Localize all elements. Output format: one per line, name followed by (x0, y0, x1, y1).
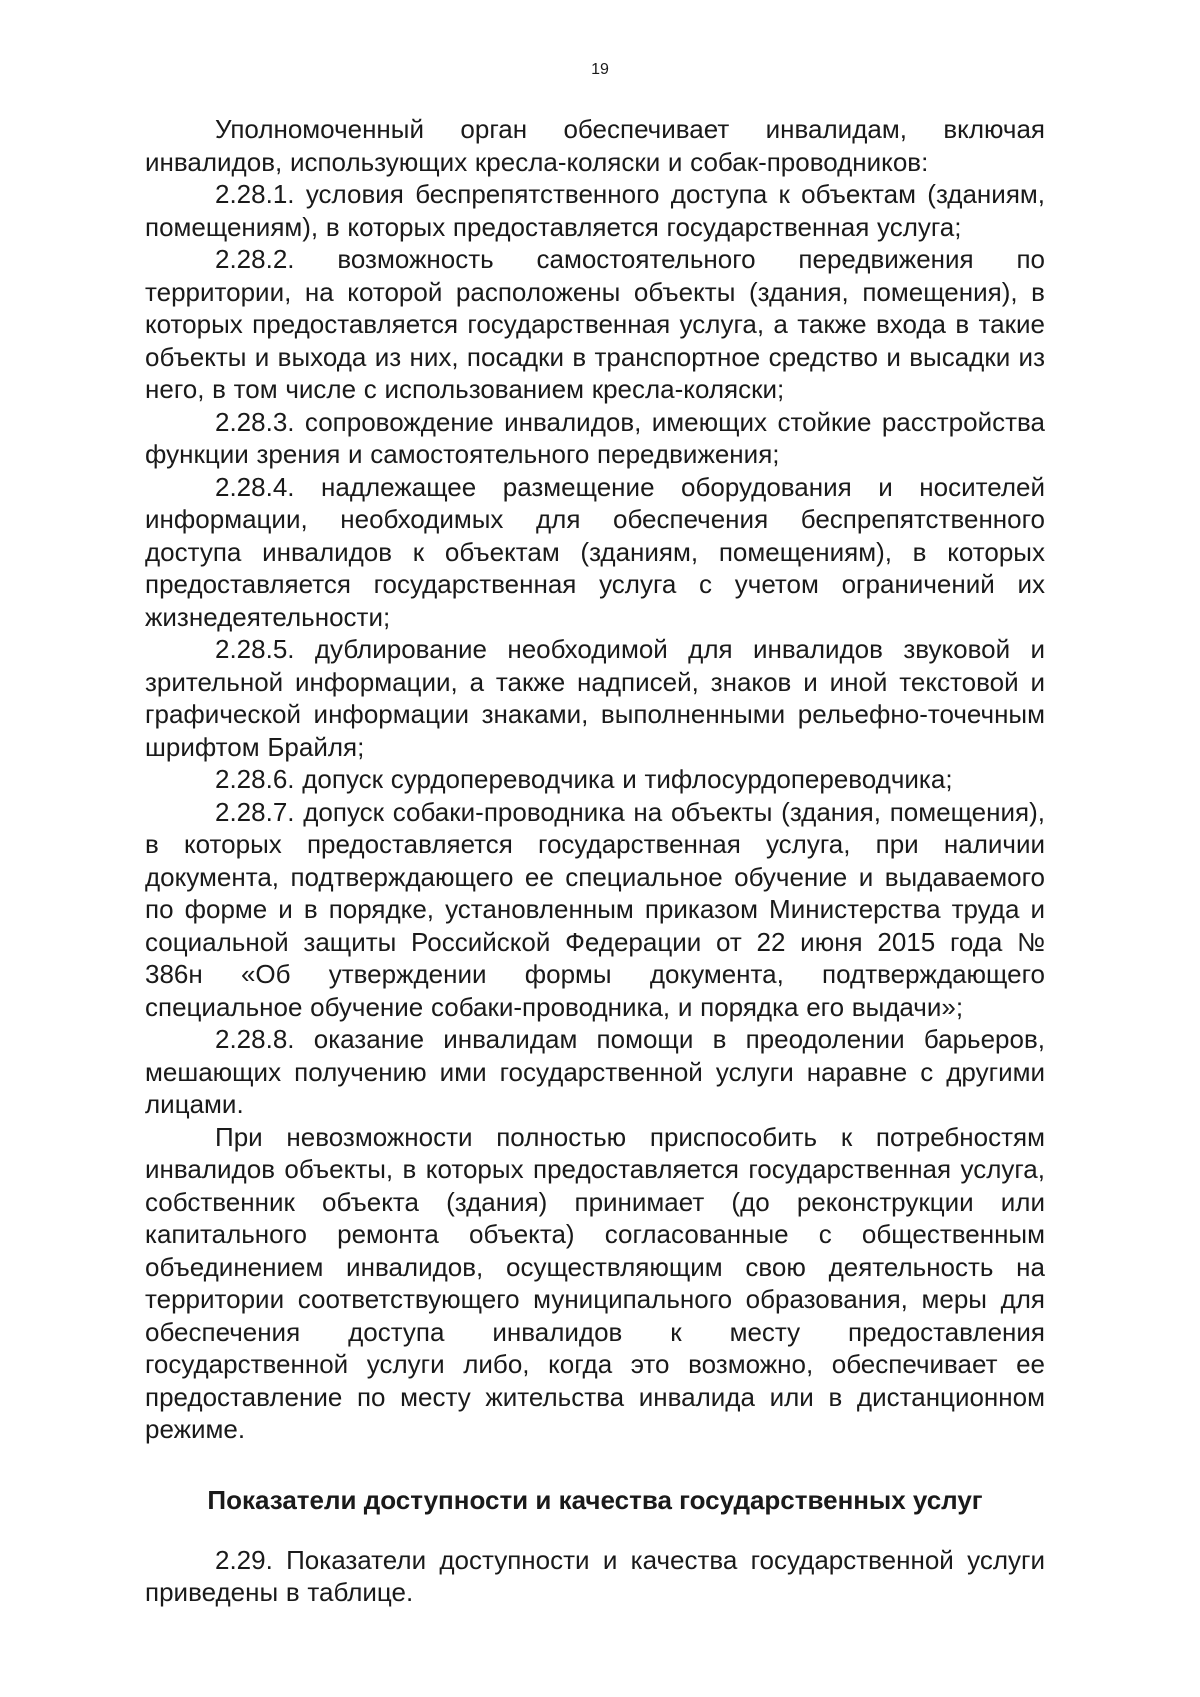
paragraph-2-28-3: 2.28.3. сопровождение инвалидов, имеющих стойкие расстройства функции зрения и самостоятельного передвижения; (145, 406, 1045, 469)
paragraph-intro: Уполномоченный орган обеспечивает инвалидам, включая инвалидов, использующих кресла-коляски и собак-проводников: (145, 114, 1045, 177)
paragraph-2-28-4: 2.28.4. надлежащее размещение оборудования и носителей информации, необходимых для обеспечения беспрепятственного доступа инвалидов к объектам (зданиям, помещениям), в которых предоставляется государственная услуга с учетом ограничений их жизнедеятельности; (145, 471, 1045, 632)
paragraph-2-28-7: 2.28.7. допуск собаки-проводника на объекты (здания, помещения), в которых предоставляется государственная услуга, при наличии документа, подтверждающего ее специальное обучение и выдаваемого по форме и в порядке, установленным приказом Министерства труда и социальной защиты Российской Федерации от 22 июня 2015 года № 386н «Об утверждении формы документа, подтверждающего специальное обучение собаки-проводника, и порядка его выдачи»; (145, 796, 1045, 1022)
page-number: 19 (591, 61, 609, 78)
paragraph-adaptation-measures: При невозможности полностью приспособить к потребностям инвалидов объекты, в которых предоставляется государственная услуга, собственник объекта (здания) принимает (до реконструкции или капитального ремонта объекта) согласованные с общественным объединением инвалидов, осуществляющим свою деятельность на территории соответствующего муниципального образования, меры для обеспечения доступа инвалидов к месту предоставления государственной услуги либо, когда это возможно, обеспечивает ее предоставление по месту жительства инвалида или в дистанционном режиме. (145, 1121, 1045, 1444)
document-body (145, 113, 1045, 1609)
paragraph-2-28-8: 2.28.8. оказание инвалидам помощи в преодолении барьеров, мешающих получению ими государственной услуги наравне с другими лицами. (145, 1024, 1045, 1119)
section-heading: Показатели доступности и качества государственных услуг (207, 1484, 983, 1515)
paragraph-2-29: 2.29. Показатели доступности и качества государственной услуги приведены в таблице. (145, 1544, 1045, 1607)
paragraph-2-28-2: 2.28.2. возможность самостоятельного передвижения по территории, на которой расположены объекты (здания, помещения), в которых предоставляется государственная услуга, а также входа в такие объекты и выхода из них, посадки в транспортное средство и высадки из него, в том числе с использованием кресла-коляски; (145, 244, 1045, 404)
paragraph-2-28-5: 2.28.5. дублирование необходимой для инвалидов звуковой и зрительной информации, а также надписей, знаков и иной текстовой и графической информации знаками, выполненными рельефно-точечным шрифтом Брайля; (145, 634, 1045, 762)
paragraph-2-28-1: 2.28.1. условия беспрепятственного доступа к объектам (зданиям, помещениям), в которых предоставляется государственная услуга; (145, 179, 1045, 242)
paragraph-2-28-6: 2.28.6. допуск сурдопереводчика и тифлосурдопереводчика; (215, 764, 953, 794)
